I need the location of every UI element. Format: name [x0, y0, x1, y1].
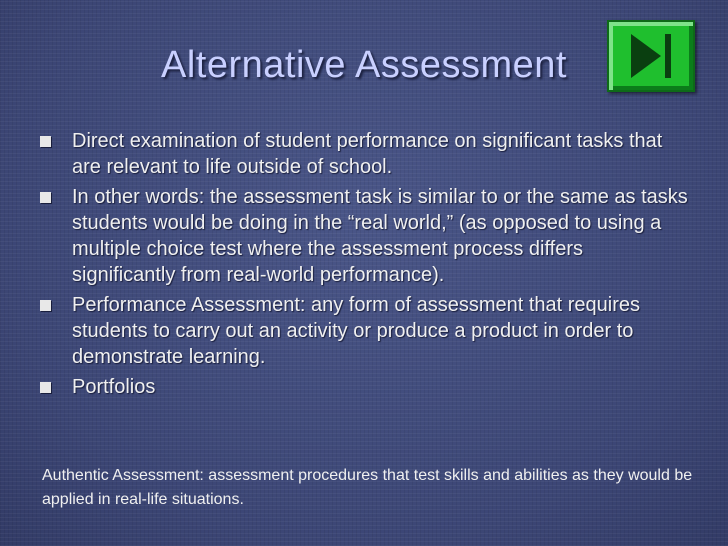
list-item: [40, 128, 690, 180]
slide-title: Alternative Assessment: [161, 44, 567, 86]
bullet-text: Performance Assessment: any form of assessment that requires students to carry out an activity or produce a product in order to demonstrate learning.: [72, 294, 641, 368]
square-bullet-icon: [40, 300, 51, 311]
list-item: [40, 184, 690, 288]
bullet-list: [40, 128, 690, 404]
square-bullet-icon: [40, 136, 51, 147]
skip-forward-icon: [609, 22, 693, 90]
list-item: [40, 292, 690, 370]
next-slide-button[interactable]: [607, 20, 695, 92]
footnote: Authentic Assessment: assessment procedures that test skills and abilities as they would be applied in real-life situations.: [42, 467, 693, 508]
square-bullet-icon: [40, 382, 51, 393]
square-bullet-icon: [40, 192, 51, 203]
bullet-text: Direct examination of student performance on significant tasks that are relevant to life outside of school.: [72, 130, 663, 178]
bullet-text: Portfolios: [72, 376, 156, 398]
bullet-text: In other words: the assessment task is similar to or the same as tasks students would be doing in the “real world,” (as opposed to using a multiple choice test where the assessment process differs significantly from real-world performance).: [72, 186, 688, 286]
list-item: [40, 374, 690, 400]
